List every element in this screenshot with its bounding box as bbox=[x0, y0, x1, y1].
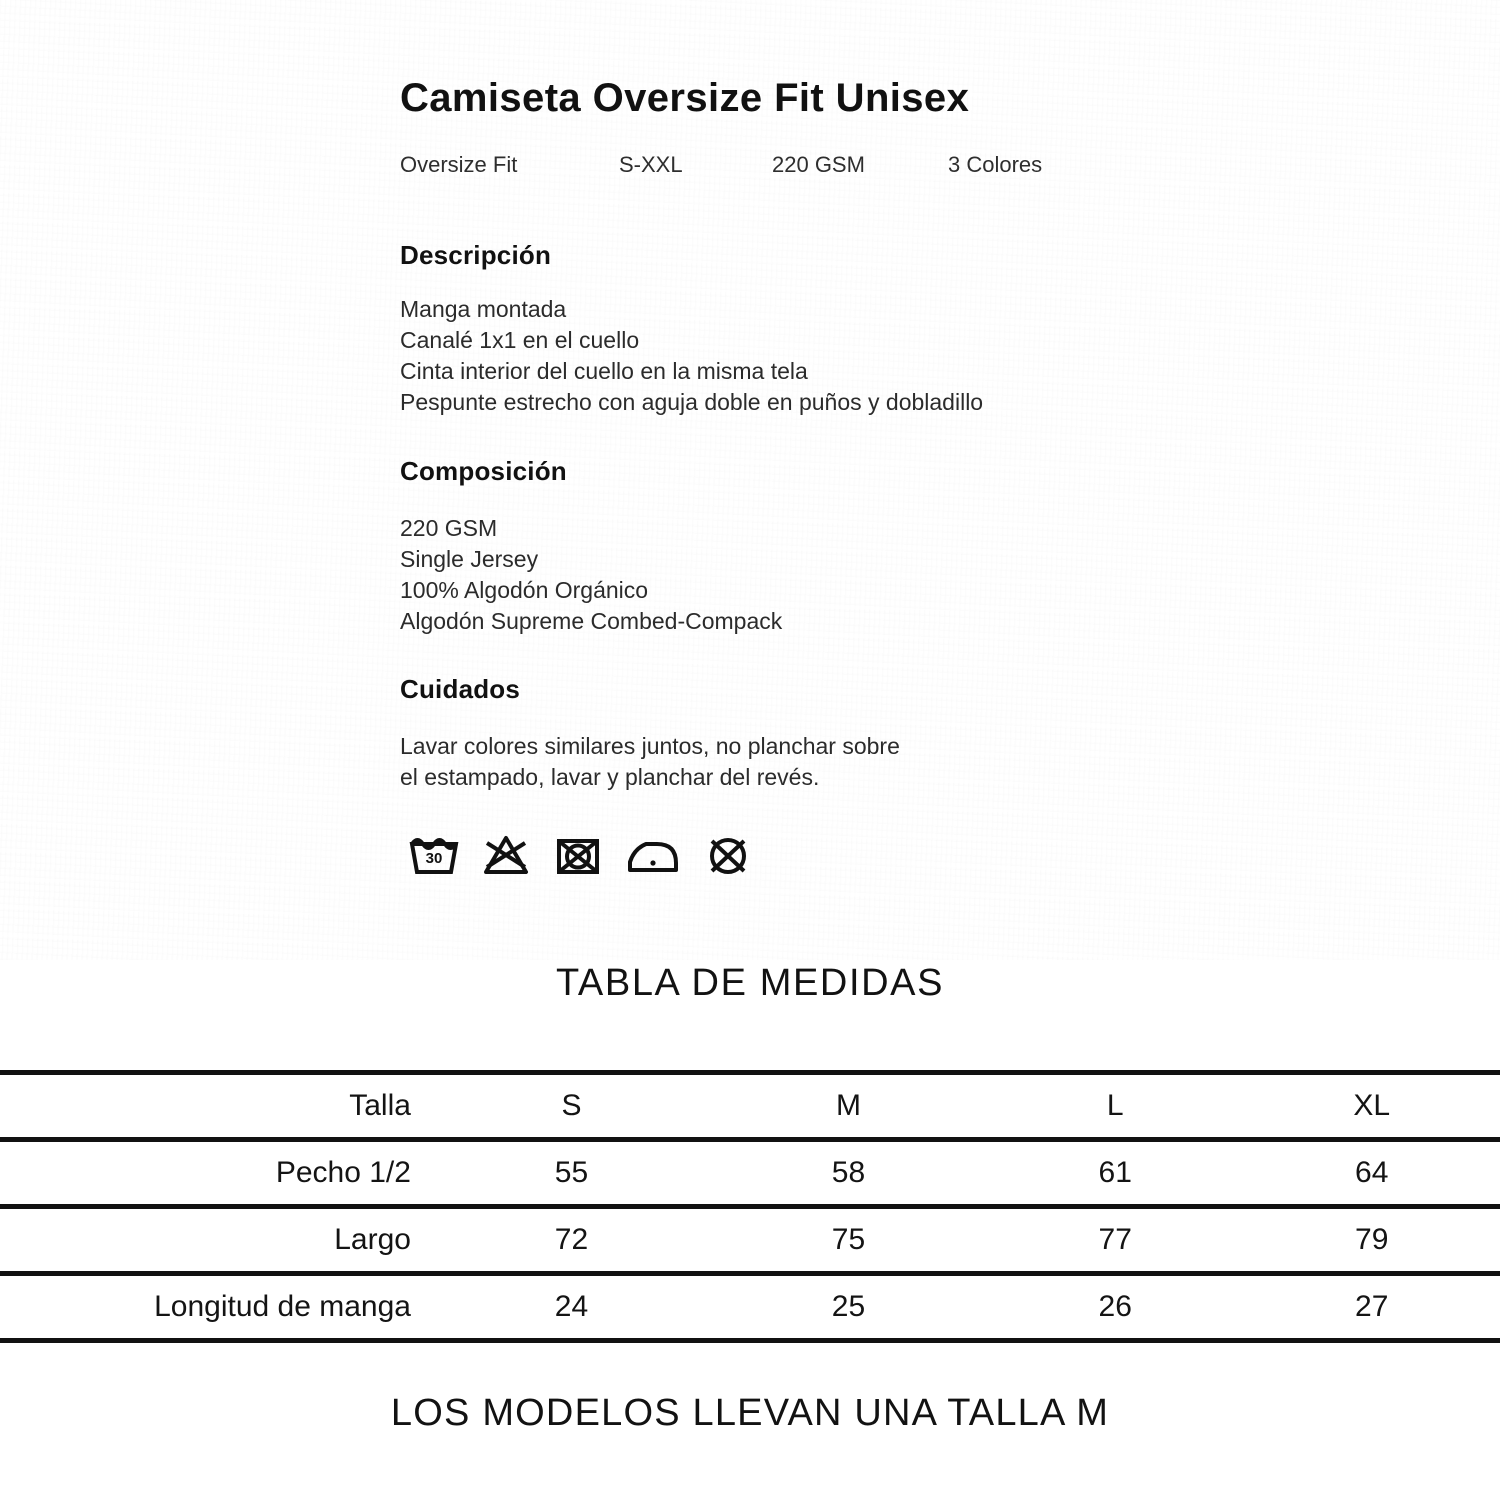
composicion-line: 100% Algodón Orgánico bbox=[400, 577, 649, 603]
care-symbols-row bbox=[408, 830, 754, 878]
descripcion-line: Cinta interior del cuello en la misma tela bbox=[400, 358, 808, 384]
cell-largo-m: 75 bbox=[710, 1207, 987, 1274]
table-row bbox=[0, 1140, 1500, 1207]
composicion-line: 220 GSM bbox=[400, 515, 498, 541]
column-header-talla: Talla bbox=[0, 1073, 433, 1140]
cell-largo-xl: 79 bbox=[1243, 1207, 1500, 1274]
meta-colors: 3 Colores bbox=[948, 152, 1043, 177]
do-not-dry-clean-icon bbox=[702, 830, 754, 878]
descripcion-line: Pespunte estrecho con aguja doble en puños y dobladillo bbox=[400, 389, 984, 415]
cuidados-line: el estampado, lavar y planchar del revés. bbox=[400, 764, 820, 790]
composicion-list bbox=[400, 513, 782, 637]
meta-sizes: S-XXL bbox=[619, 152, 683, 177]
table-row-header bbox=[0, 1073, 1500, 1140]
composicion-heading: Composición bbox=[400, 456, 567, 486]
row-label-pecho: Pecho 1/2 bbox=[0, 1140, 433, 1207]
descripcion-line: Canalé 1x1 en el cuello bbox=[400, 327, 640, 353]
measurements-title: TABLA DE MEDIDAS bbox=[555, 962, 945, 1004]
product-meta-row bbox=[400, 152, 1042, 178]
column-header-m: M bbox=[710, 1073, 987, 1140]
descripcion-list bbox=[400, 294, 983, 418]
cell-pecho-xl: 64 bbox=[1243, 1140, 1500, 1207]
meta-weight: 220 GSM bbox=[772, 152, 865, 177]
size-chart-table bbox=[0, 1070, 1500, 1343]
wash-temperature-label: 30 bbox=[425, 850, 443, 867]
column-header-xl: XL bbox=[1243, 1073, 1500, 1140]
wash-30-icon bbox=[408, 830, 460, 878]
table-row bbox=[0, 1207, 1500, 1274]
do-not-bleach-icon bbox=[480, 830, 532, 878]
cell-largo-s: 72 bbox=[433, 1207, 710, 1274]
cell-manga-s: 24 bbox=[433, 1274, 710, 1341]
page-title: Camiseta Oversize Fit Unisex bbox=[400, 76, 970, 120]
descripcion-line: Manga montada bbox=[400, 296, 567, 322]
cuidados-heading: Cuidados bbox=[400, 674, 521, 704]
row-label-largo: Largo bbox=[0, 1207, 433, 1274]
model-size-note: LOS MODELOS LLEVAN UNA TALLA M bbox=[390, 1392, 1110, 1434]
composicion-line: Single Jersey bbox=[400, 546, 539, 572]
row-label-manga: Longitud de manga bbox=[0, 1274, 433, 1341]
cuidados-line: Lavar colores similares juntos, no planchar sobre bbox=[400, 733, 900, 759]
table-row bbox=[0, 1274, 1500, 1341]
iron-low-heat-icon bbox=[624, 830, 682, 878]
meta-fit: Oversize Fit bbox=[400, 152, 518, 177]
column-header-s: S bbox=[433, 1073, 710, 1140]
cuidados-text bbox=[400, 731, 900, 793]
cell-pecho-l: 61 bbox=[987, 1140, 1243, 1207]
cell-pecho-s: 55 bbox=[433, 1140, 710, 1207]
do-not-tumble-dry-icon bbox=[552, 830, 604, 878]
cell-pecho-m: 58 bbox=[710, 1140, 987, 1207]
cell-manga-l: 26 bbox=[987, 1274, 1243, 1341]
cell-largo-l: 77 bbox=[987, 1207, 1243, 1274]
composicion-line: Algodón Supreme Combed-Compack bbox=[400, 608, 783, 634]
column-header-l: L bbox=[987, 1073, 1243, 1140]
cell-manga-m: 25 bbox=[710, 1274, 987, 1341]
descripcion-heading: Descripción bbox=[400, 240, 552, 270]
cell-manga-xl: 27 bbox=[1243, 1274, 1500, 1341]
